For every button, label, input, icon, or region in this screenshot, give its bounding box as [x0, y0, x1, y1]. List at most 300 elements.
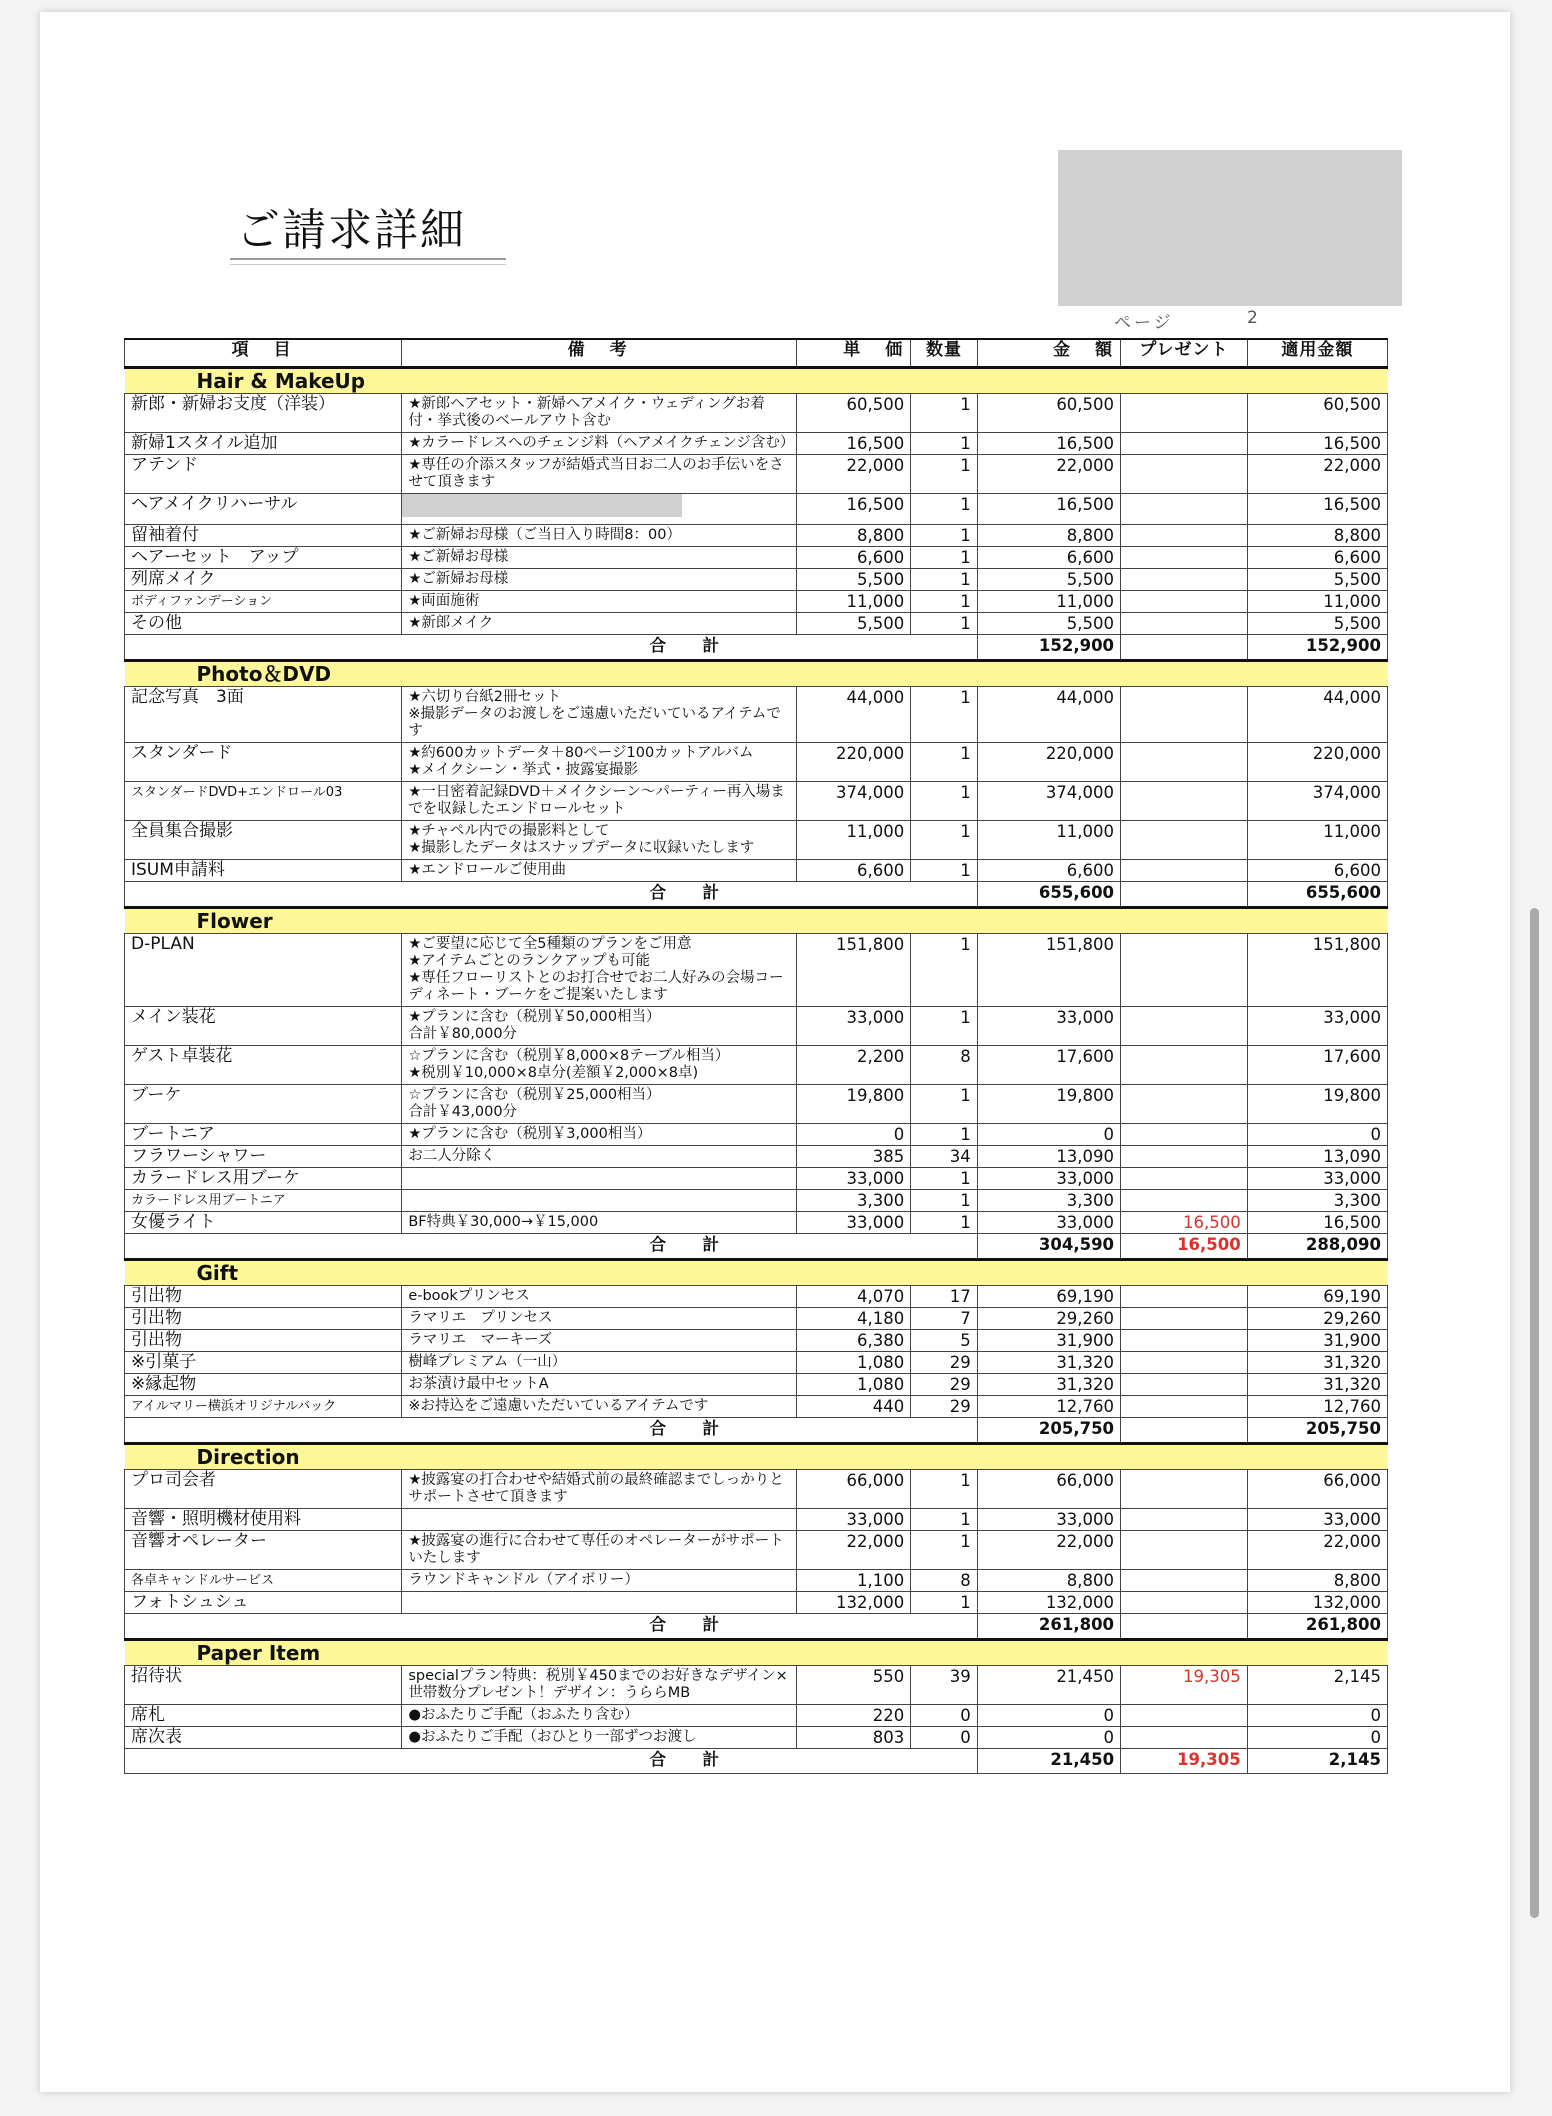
qty-cell: 1 — [911, 569, 977, 591]
present-cell — [1121, 613, 1248, 635]
table-row — [125, 1666, 1388, 1705]
qty-cell: 1 — [911, 860, 977, 882]
present-cell — [1121, 1085, 1248, 1124]
price-cell: 374,000 — [797, 782, 911, 821]
applied-cell: 22,000 — [1247, 1531, 1387, 1570]
qty-cell: 1 — [911, 1007, 977, 1046]
item-cell: 女優ライト — [125, 1212, 402, 1234]
table-row — [125, 1570, 1388, 1592]
present-cell — [1121, 1705, 1248, 1727]
amount-cell: 16,500 — [977, 433, 1120, 455]
total-label: 合 計 — [402, 1749, 977, 1774]
vertical-scrollbar[interactable] — [1530, 908, 1539, 1918]
item-cell: 引出物 — [125, 1286, 402, 1308]
table-row — [125, 547, 1388, 569]
note-cell: お茶漬け最中セットA — [402, 1374, 797, 1396]
section-header — [125, 1260, 1388, 1286]
price-cell: 60,500 — [797, 394, 911, 433]
table-row — [125, 782, 1388, 821]
applied-cell: 31,900 — [1247, 1330, 1387, 1352]
present-cell — [1121, 934, 1248, 1007]
present-cell — [1121, 1470, 1248, 1509]
qty-cell: 0 — [911, 1705, 977, 1727]
price-cell: 2,200 — [797, 1046, 911, 1085]
total-spacer — [125, 1614, 402, 1640]
item-cell: フォトシュシュ — [125, 1592, 402, 1614]
total-spacer — [125, 1418, 402, 1444]
amount-cell: 6,600 — [977, 547, 1120, 569]
item-cell: ヘアーセット アップ — [125, 547, 402, 569]
price-cell: 151,800 — [797, 934, 911, 1007]
qty-cell: 5 — [911, 1330, 977, 1352]
item-cell: ※引菓子 — [125, 1352, 402, 1374]
table-row — [125, 1286, 1388, 1308]
present-cell — [1121, 1396, 1248, 1418]
qty-cell: 8 — [911, 1570, 977, 1592]
present-cell — [1121, 1124, 1248, 1146]
applied-cell: 374,000 — [1247, 782, 1387, 821]
column-header-present: プレゼント — [1121, 339, 1248, 368]
total-present — [1121, 882, 1248, 908]
note-cell: ☆プランに含む（税別￥25,000相当） 合計￥43,000分 — [402, 1085, 797, 1124]
amount-cell: 3,300 — [977, 1190, 1120, 1212]
qty-cell: 1 — [911, 821, 977, 860]
column-header-note: 備 考 — [402, 339, 797, 368]
table-row — [125, 1374, 1388, 1396]
qty-cell: 1 — [911, 1212, 977, 1234]
price-cell: 132,000 — [797, 1592, 911, 1614]
price-cell: 220 — [797, 1705, 911, 1727]
amount-cell: 11,000 — [977, 591, 1120, 613]
present-cell — [1121, 782, 1248, 821]
section-name: Hair & MakeUp — [125, 368, 1388, 394]
note-cell: ★カラードレスへのチェンジ料（ヘアメイクチェンジ含む） — [402, 433, 797, 455]
price-cell: 16,500 — [797, 494, 911, 525]
amount-cell: 29,260 — [977, 1308, 1120, 1330]
present-cell — [1121, 821, 1248, 860]
item-cell: 列席メイク — [125, 569, 402, 591]
amount-cell: 22,000 — [977, 1531, 1120, 1570]
table-row — [125, 1470, 1388, 1509]
column-header-price: 単 価 — [797, 339, 911, 368]
note-cell: ●おふたりご手配（おふたり含む） — [402, 1705, 797, 1727]
present-cell — [1121, 394, 1248, 433]
item-cell: その他 — [125, 613, 402, 635]
amount-cell: 60,500 — [977, 394, 1120, 433]
note-cell: ★披露宴の打合わせや結婚式前の最終確認までしっかりとサポートさせて頂きます — [402, 1470, 797, 1509]
present-cell — [1121, 1592, 1248, 1614]
present-cell — [1121, 1190, 1248, 1212]
section-total-row — [125, 1749, 1388, 1774]
table-row — [125, 1046, 1388, 1085]
redacted-note — [402, 494, 682, 518]
amount-cell: 8,800 — [977, 1570, 1120, 1592]
applied-cell: 29,260 — [1247, 1308, 1387, 1330]
section-total-row — [125, 635, 1388, 661]
applied-cell: 132,000 — [1247, 1592, 1387, 1614]
applied-cell: 16,500 — [1247, 1212, 1387, 1234]
present-cell — [1121, 1286, 1248, 1308]
present-cell — [1121, 1330, 1248, 1352]
note-cell: ★専任の介添スタッフが結婚式当日お二人のお手伝いをさせて頂きます — [402, 455, 797, 494]
total-spacer — [125, 635, 402, 661]
applied-cell: 8,800 — [1247, 1570, 1387, 1592]
section-total-row — [125, 1614, 1388, 1640]
item-cell: アイルマリー横浜オリジナルバック — [125, 1396, 402, 1418]
note-cell: ★両面施術 — [402, 591, 797, 613]
total-spacer — [125, 1749, 402, 1774]
table-row — [125, 1592, 1388, 1614]
amount-cell: 5,500 — [977, 569, 1120, 591]
note-cell: ラマリエ プリンセス — [402, 1308, 797, 1330]
applied-cell: 2,145 — [1247, 1666, 1387, 1705]
note-cell: お二人分除く — [402, 1146, 797, 1168]
price-cell: 440 — [797, 1396, 911, 1418]
present-cell — [1121, 1570, 1248, 1592]
item-cell: ISUM申請料 — [125, 860, 402, 882]
amount-cell: 33,000 — [977, 1168, 1120, 1190]
total-applied: 205,750 — [1247, 1418, 1387, 1444]
qty-cell: 8 — [911, 1046, 977, 1085]
total-label: 合 計 — [402, 882, 977, 908]
section-name: Gift — [125, 1260, 1388, 1286]
present-cell — [1121, 1352, 1248, 1374]
amount-cell: 11,000 — [977, 821, 1120, 860]
item-cell: フラワーシャワー — [125, 1146, 402, 1168]
note-cell: ★プランに含む（税別￥50,000相当） 合計￥80,000分 — [402, 1007, 797, 1046]
qty-cell: 1 — [911, 433, 977, 455]
present-cell: 19,305 — [1121, 1666, 1248, 1705]
item-cell: 引出物 — [125, 1308, 402, 1330]
note-cell — [402, 1190, 797, 1212]
note-cell: ★披露宴の進行に合わせて専任のオペレーターがサポートいたします — [402, 1531, 797, 1570]
table-row — [125, 494, 1388, 525]
section-name: Paper Item — [125, 1640, 1388, 1666]
item-cell: スタンダードDVD+エンドロール03 — [125, 782, 402, 821]
table-header-row — [125, 339, 1388, 368]
column-header-applied: 適用金額 — [1247, 339, 1387, 368]
applied-cell: 8,800 — [1247, 525, 1387, 547]
qty-cell: 1 — [911, 455, 977, 494]
note-cell: ★ご新婦お母様 — [402, 547, 797, 569]
qty-cell: 0 — [911, 1727, 977, 1749]
note-cell: ★一日密着記録DVD＋メイクシーン～パーティー再入場までを収録したエンドロールセット — [402, 782, 797, 821]
amount-cell: 0 — [977, 1124, 1120, 1146]
amount-cell: 19,800 — [977, 1085, 1120, 1124]
price-cell: 33,000 — [797, 1168, 911, 1190]
title-underline — [230, 258, 506, 260]
item-cell: 音響オペレーター — [125, 1531, 402, 1570]
note-cell: ★チャペル内での撮影料として ★撮影したデータはスナップデータに収録いたします — [402, 821, 797, 860]
total-present — [1121, 1418, 1248, 1444]
section-name: Photo＆DVD — [125, 661, 1388, 687]
table-row — [125, 394, 1388, 433]
qty-cell: 1 — [911, 494, 977, 525]
table-row — [125, 1352, 1388, 1374]
price-cell: 385 — [797, 1146, 911, 1168]
item-cell: ヘアメイクリハーサル — [125, 494, 402, 525]
applied-cell: 66,000 — [1247, 1470, 1387, 1509]
table-row — [125, 1509, 1388, 1531]
total-present: 19,305 — [1121, 1749, 1248, 1774]
item-cell: ボディファンデーション — [125, 591, 402, 613]
table-row — [125, 1190, 1388, 1212]
applied-cell: 0 — [1247, 1124, 1387, 1146]
qty-cell: 39 — [911, 1666, 977, 1705]
price-cell: 220,000 — [797, 743, 911, 782]
item-cell: 席次表 — [125, 1727, 402, 1749]
note-cell — [402, 1168, 797, 1190]
table-row — [125, 591, 1388, 613]
qty-cell: 7 — [911, 1308, 977, 1330]
title-underline-thin — [230, 264, 506, 265]
amount-cell: 132,000 — [977, 1592, 1120, 1614]
price-cell: 5,500 — [797, 569, 911, 591]
amount-cell: 17,600 — [977, 1046, 1120, 1085]
item-cell: 引出物 — [125, 1330, 402, 1352]
qty-cell: 1 — [911, 591, 977, 613]
section-header — [125, 661, 1388, 687]
note-cell: ★エンドロールご使用曲 — [402, 860, 797, 882]
total-spacer — [125, 882, 402, 908]
present-cell — [1121, 1308, 1248, 1330]
item-cell: ブートニア — [125, 1124, 402, 1146]
qty-cell: 1 — [911, 1124, 977, 1146]
table-row — [125, 613, 1388, 635]
section-total-row — [125, 1418, 1388, 1444]
note-cell: ※お持込をご遠慮いただいているアイテムです — [402, 1396, 797, 1418]
note-cell: ★ご新婦お母様 — [402, 569, 797, 591]
note-cell: ★約600カットデータ＋80ページ100カットアルバム ★メイクシーン・挙式・披露宴撮影 — [402, 743, 797, 782]
item-cell: ゲスト卓装花 — [125, 1046, 402, 1085]
table-row — [125, 433, 1388, 455]
table-row — [125, 1007, 1388, 1046]
qty-cell: 1 — [911, 934, 977, 1007]
amount-cell: 22,000 — [977, 455, 1120, 494]
total-label: 合 計 — [402, 1234, 977, 1260]
total-applied: 2,145 — [1247, 1749, 1387, 1774]
present-cell — [1121, 494, 1248, 525]
section-header — [125, 368, 1388, 394]
table-row — [125, 860, 1388, 882]
qty-cell: 17 — [911, 1286, 977, 1308]
price-cell: 11,000 — [797, 591, 911, 613]
item-cell: D-PLAN — [125, 934, 402, 1007]
amount-cell: 33,000 — [977, 1509, 1120, 1531]
present-cell — [1121, 569, 1248, 591]
column-header-qty: 数量 — [911, 339, 977, 368]
applied-cell: 3,300 — [1247, 1190, 1387, 1212]
price-cell: 0 — [797, 1124, 911, 1146]
applied-cell: 31,320 — [1247, 1374, 1387, 1396]
item-cell: プロ司会者 — [125, 1470, 402, 1509]
total-applied: 288,090 — [1247, 1234, 1387, 1260]
amount-cell: 21,450 — [977, 1666, 1120, 1705]
price-cell: 1,080 — [797, 1352, 911, 1374]
section-total-row — [125, 882, 1388, 908]
applied-cell: 31,320 — [1247, 1352, 1387, 1374]
note-cell: 樹峰プレミアム（一山） — [402, 1352, 797, 1374]
present-cell — [1121, 1531, 1248, 1570]
qty-cell: 1 — [911, 613, 977, 635]
present-cell — [1121, 1046, 1248, 1085]
invoice-page — [40, 12, 1510, 2092]
item-cell: 新婦1スタイル追加 — [125, 433, 402, 455]
amount-cell: 374,000 — [977, 782, 1120, 821]
price-cell: 4,180 — [797, 1308, 911, 1330]
applied-cell: 12,760 — [1247, 1396, 1387, 1418]
note-cell: ラウンドキャンドル（アイボリー） — [402, 1570, 797, 1592]
note-cell: specialプラン特典：税別￥450までのお好きなデザイン×世帯数分プレゼント！デザイン：うららMB — [402, 1666, 797, 1705]
total-present — [1121, 635, 1248, 661]
applied-cell: 6,600 — [1247, 547, 1387, 569]
total-spacer — [125, 1234, 402, 1260]
qty-cell: 1 — [911, 1168, 977, 1190]
amount-cell: 6,600 — [977, 860, 1120, 882]
table-row — [125, 1124, 1388, 1146]
amount-cell: 12,760 — [977, 1396, 1120, 1418]
total-applied: 655,600 — [1247, 882, 1387, 908]
qty-cell: 1 — [911, 1190, 977, 1212]
amount-cell: 33,000 — [977, 1007, 1120, 1046]
qty-cell: 29 — [911, 1352, 977, 1374]
column-header-amount: 金 額 — [977, 339, 1120, 368]
column-header-item: 項 目 — [125, 339, 402, 368]
amount-cell: 69,190 — [977, 1286, 1120, 1308]
qty-cell: 1 — [911, 687, 977, 743]
price-cell: 16,500 — [797, 433, 911, 455]
total-label: 合 計 — [402, 1418, 977, 1444]
price-cell: 5,500 — [797, 613, 911, 635]
section-header — [125, 1444, 1388, 1470]
applied-cell: 33,000 — [1247, 1007, 1387, 1046]
amount-cell: 5,500 — [977, 613, 1120, 635]
qty-cell: 1 — [911, 743, 977, 782]
item-cell: スタンダード — [125, 743, 402, 782]
present-cell — [1121, 860, 1248, 882]
table-row — [125, 1212, 1388, 1234]
present-cell — [1121, 1727, 1248, 1749]
price-cell: 44,000 — [797, 687, 911, 743]
table-row — [125, 821, 1388, 860]
note-cell: ●おふたりご手配（おひとり一部ずつお渡し — [402, 1727, 797, 1749]
amount-cell: 33,000 — [977, 1212, 1120, 1234]
item-cell: 全員集合撮影 — [125, 821, 402, 860]
table-row — [125, 1727, 1388, 1749]
applied-cell: 16,500 — [1247, 433, 1387, 455]
amount-cell: 0 — [977, 1727, 1120, 1749]
qty-cell: 1 — [911, 525, 977, 547]
applied-cell: 33,000 — [1247, 1509, 1387, 1531]
applied-cell: 13,090 — [1247, 1146, 1387, 1168]
applied-cell: 22,000 — [1247, 455, 1387, 494]
section-total-row — [125, 1234, 1388, 1260]
applied-cell: 16,500 — [1247, 494, 1387, 525]
present-cell — [1121, 547, 1248, 569]
total-amount: 152,900 — [977, 635, 1120, 661]
price-cell: 1,100 — [797, 1570, 911, 1592]
table-row — [125, 1330, 1388, 1352]
amount-cell: 0 — [977, 1705, 1120, 1727]
price-cell: 6,600 — [797, 547, 911, 569]
total-amount: 261,800 — [977, 1614, 1120, 1640]
note-cell: ★新郎メイク — [402, 613, 797, 635]
section-header — [125, 908, 1388, 934]
present-cell — [1121, 1168, 1248, 1190]
applied-cell: 151,800 — [1247, 934, 1387, 1007]
qty-cell: 1 — [911, 1470, 977, 1509]
note-cell — [402, 1592, 797, 1614]
table-row — [125, 1705, 1388, 1727]
amount-cell: 31,320 — [977, 1352, 1120, 1374]
price-cell: 550 — [797, 1666, 911, 1705]
applied-cell: 11,000 — [1247, 591, 1387, 613]
item-cell: アテンド — [125, 455, 402, 494]
price-cell: 19,800 — [797, 1085, 911, 1124]
total-applied: 152,900 — [1247, 635, 1387, 661]
item-cell: 招待状 — [125, 1666, 402, 1705]
applied-cell: 33,000 — [1247, 1168, 1387, 1190]
present-cell — [1121, 433, 1248, 455]
page-label: ページ — [1114, 313, 1174, 333]
item-cell: 記念写真 3面 — [125, 687, 402, 743]
table-row — [125, 1168, 1388, 1190]
note-cell: e-bookプリンセス — [402, 1286, 797, 1308]
price-cell: 6,600 — [797, 860, 911, 882]
present-cell — [1121, 1007, 1248, 1046]
price-cell: 33,000 — [797, 1007, 911, 1046]
applied-cell: 44,000 — [1247, 687, 1387, 743]
applied-cell: 11,000 — [1247, 821, 1387, 860]
total-amount: 655,600 — [977, 882, 1120, 908]
page-number: 2 — [1247, 308, 1258, 328]
price-cell: 6,380 — [797, 1330, 911, 1352]
qty-cell: 1 — [911, 1085, 977, 1124]
amount-cell: 31,320 — [977, 1374, 1120, 1396]
total-present: 16,500 — [1121, 1234, 1248, 1260]
applied-cell: 5,500 — [1247, 569, 1387, 591]
qty-cell: 1 — [911, 1531, 977, 1570]
present-cell — [1121, 687, 1248, 743]
applied-cell: 0 — [1247, 1705, 1387, 1727]
redacted-logo-area — [1058, 150, 1402, 306]
applied-cell: 6,600 — [1247, 860, 1387, 882]
total-label: 合 計 — [402, 635, 977, 661]
price-cell: 3,300 — [797, 1190, 911, 1212]
note-cell: ★新郎ヘアセット・新婦ヘアメイク・ウェディングお着付・挙式後のベールアウト含む — [402, 394, 797, 433]
qty-cell: 29 — [911, 1374, 977, 1396]
qty-cell: 1 — [911, 547, 977, 569]
present-cell — [1121, 591, 1248, 613]
qty-cell: 1 — [911, 782, 977, 821]
price-cell: 8,800 — [797, 525, 911, 547]
amount-cell: 8,800 — [977, 525, 1120, 547]
price-cell: 66,000 — [797, 1470, 911, 1509]
item-cell: メイン装花 — [125, 1007, 402, 1046]
applied-cell: 60,500 — [1247, 394, 1387, 433]
applied-cell: 220,000 — [1247, 743, 1387, 782]
applied-cell: 19,800 — [1247, 1085, 1387, 1124]
table-row — [125, 1308, 1388, 1330]
note-cell — [402, 1509, 797, 1531]
note-cell: ★ご新婦お母様（ご当日入り時間8：00） — [402, 525, 797, 547]
invoice-table — [124, 338, 1388, 1774]
item-cell: カラードレス用ブーケ — [125, 1168, 402, 1190]
section-name: Direction — [125, 1444, 1388, 1470]
item-cell: カラードレス用ブートニア — [125, 1190, 402, 1212]
qty-cell: 34 — [911, 1146, 977, 1168]
total-label: 合 計 — [402, 1614, 977, 1640]
